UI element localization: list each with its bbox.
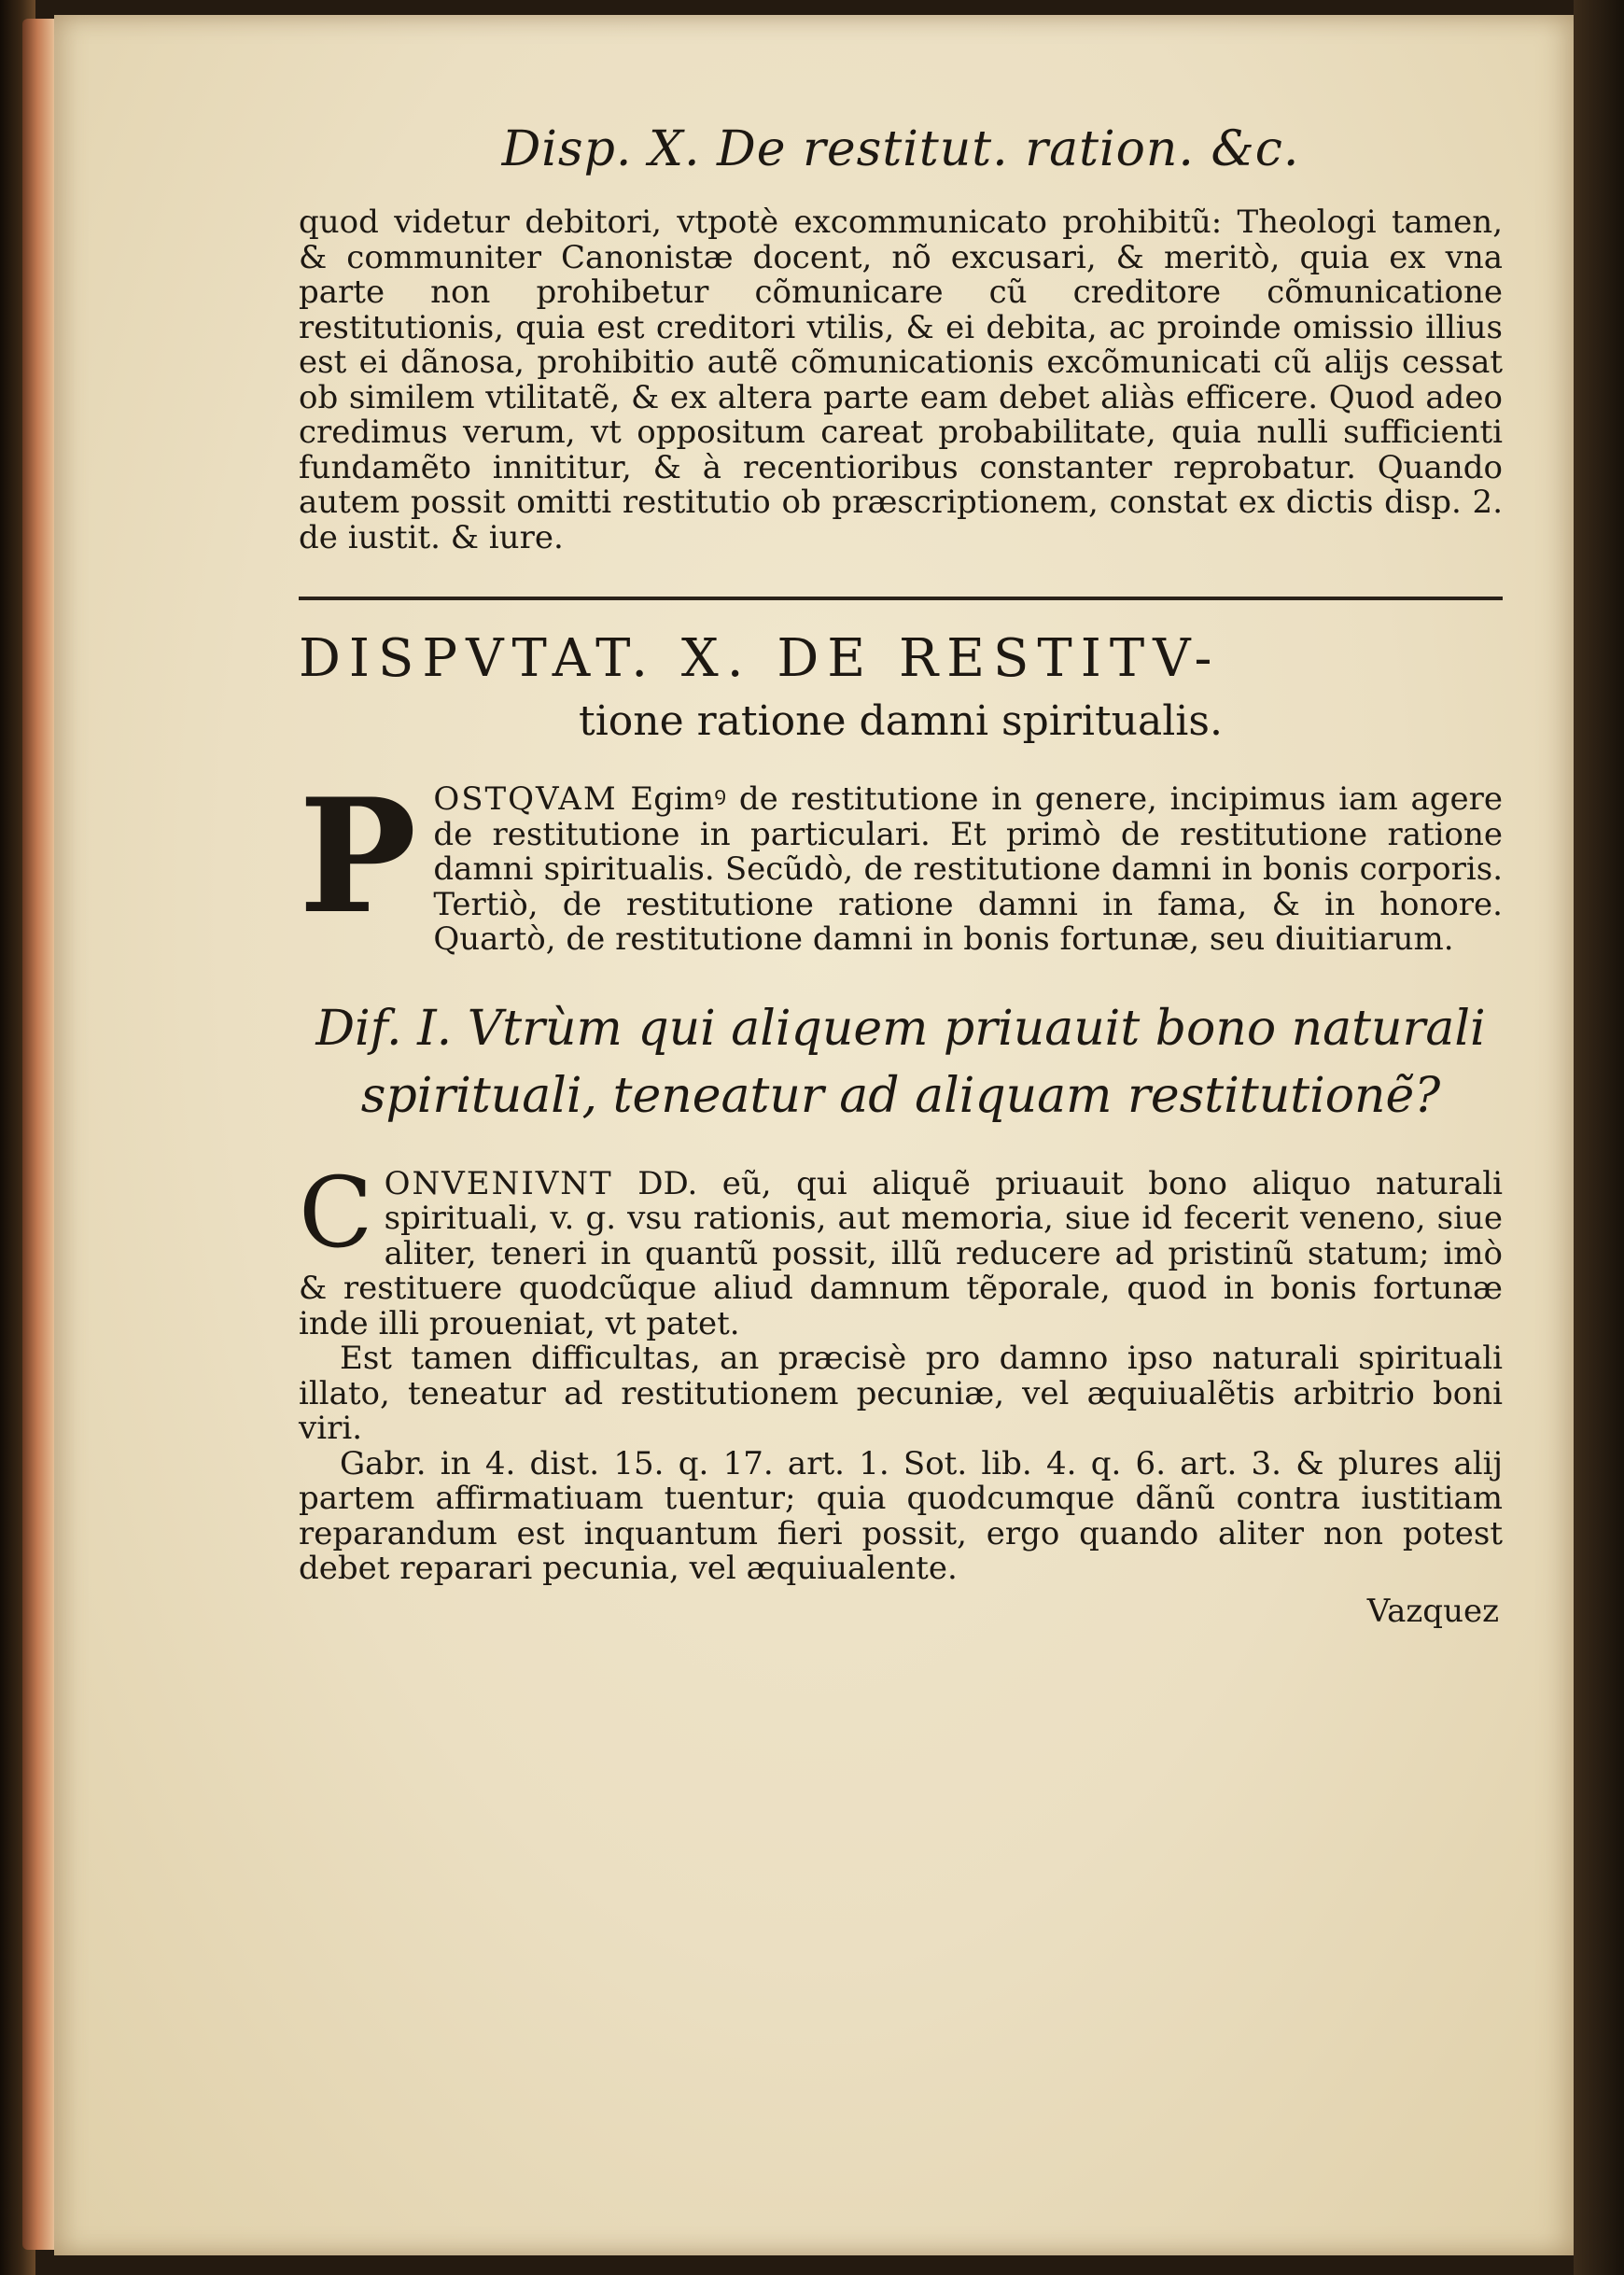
answer-text-1: DD. eũ, qui aliquẽ priuauit bono aliquo naturali spirituali, v. g. vsu rationis, aut memoria, siue id fecerit veneno, siue aliter, teneri in quantũ possit, illũ reducere ad pristinũ statum; imò & restituere quodcũque aliud damnum tẽporale, quod in bonis fortunæ inde illi proueniat, vt patet. bbox=[299, 1164, 1503, 1342]
intro-lead: OSTQVAM bbox=[433, 780, 618, 818]
drop-cap-c: C bbox=[299, 1155, 373, 1270]
top-paragraph: quod videtur debitori, vtpotè excommunicato prohibitũ: Theologi tamen, & communiter Canonistæ docent, nõ excusari, & meritò, quia ex vna parte non prohibetur cõmunicare cũ creditore cõmunicatione restitutionis, quia est creditori vtilis, & ei debita, ac proinde omissio illius est ei dãnosa, prohibitio autẽ cõmunicationis excõmunicati cũ alijs cessat ob similem vtilitatẽ, & ex altera parte eam debet aliàs efficere. Quod adeo credimus verum, vt oppositum careat probabilitate, quia nulli sufficienti fundamẽto innititur, & à recentioribus constanter reprobatur. Quando autem possit omitti restitutio ob præscriptionem, constat ex dictis disp. 2. de iustit. & iure. bbox=[299, 204, 1503, 556]
right-margin-shadow bbox=[1574, 0, 1624, 2275]
answer-paragraph bbox=[299, 1155, 1503, 1342]
answer-paragraph-2: Est tamen difficultas, an præcisè pro damno ipso naturali spirituali illato, teneatur ad restitutionem pecuniæ, vel æquiualẽtis arbitrio boni viri. bbox=[299, 1340, 1503, 1447]
disputation-title: DISPVTAT. X. DE RESTITV- bbox=[299, 628, 1221, 689]
intro-paragraph bbox=[299, 764, 1503, 958]
drop-cap-p: P bbox=[299, 764, 417, 948]
page-content bbox=[299, 121, 1503, 1630]
answer-lead: ONVENIVNT bbox=[384, 1164, 613, 1202]
intro-text: Egimꝰ de restitutione in genere, incipimus iam agere de restitutione in particulari. Et primò de restitutione ratione damni spiritualis. Secũdò, de restitutione damni in bonis corporis. Tertiò, de restitutione ratione damni in fama, & in honore. Quartò, de restitutione damni in bonis fortunæ, seu diuitiarum. bbox=[433, 780, 1503, 958]
catchword: Vazquez bbox=[1366, 1592, 1499, 1630]
question-heading: Dif. I. Vtrùm qui aliquem priuauit bono naturali spirituali, teneatur ad aliquam restitutionẽ? bbox=[315, 1000, 1486, 1124]
disputation-subtitle: tione ratione damni spiritualis. bbox=[579, 697, 1223, 745]
running-head: Disp. X. De restitut. ration. &c. bbox=[501, 121, 1300, 177]
answer-paragraph-3: Gabr. in 4. dist. 15. q. 17. art. 1. Sot. lib. 4. q. 6. art. 3. & plures alij partem affirmatiuam tuentur; quia quodcumque dãnũ contra iustitiam reparandum est inquantum fieri possit, ergo quando aliter non potest debet reparari pecunia, vel æquiualente. bbox=[299, 1444, 1503, 1587]
section-rule bbox=[299, 597, 1503, 600]
